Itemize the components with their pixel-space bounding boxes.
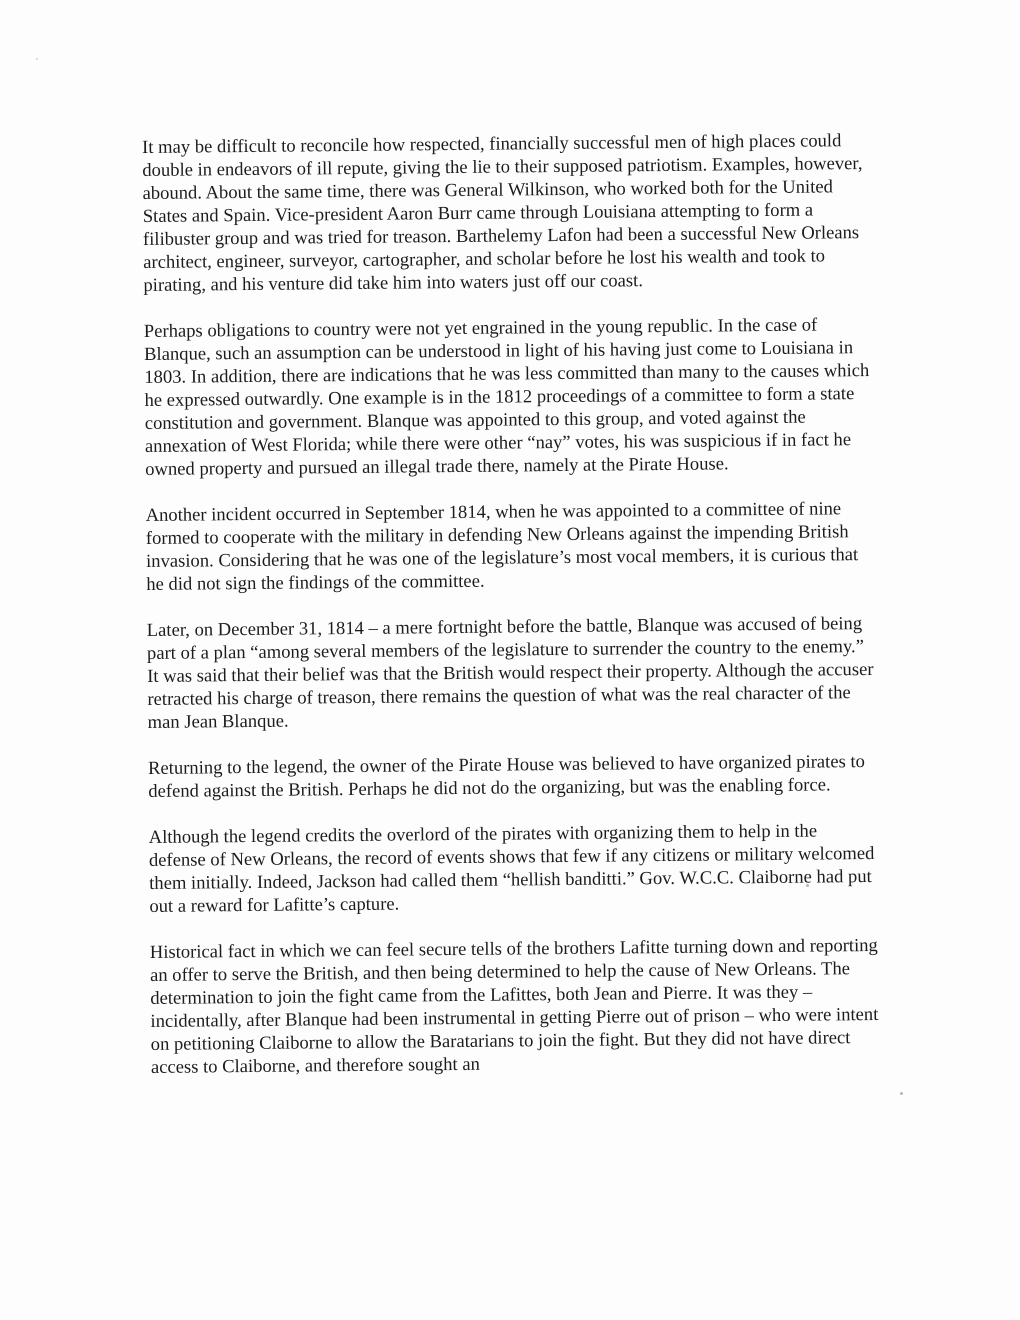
scan-speck: [900, 1092, 903, 1095]
paragraph: Another incident occurred in September 1814, when he was appointed to a committee of nine formed to cooperate with the military in defending New Orleans against the impending British invasion. Considering that he was one of the legislature’s most vocal members, it is curious that he did not sign the findings of the committee.: [145, 498, 859, 595]
paragraph: Although the legend credits the overlord of the pirates with organizing them to help in the defense of New Orleans, the record of events shows that few if any citizens or military welcomed them initially. Indeed, Jackson had called them “hellish banditti.” Gov. W.C.C. Claiborne had put out a reward for Lafitte’s capture.: [148, 820, 875, 917]
body-text: [142, 129, 879, 1102]
scan-speck: [36, 58, 38, 60]
paragraph: Historical fact in which we can feel secure tells of the brothers Lafitte turning down and reporting an offer to serve the British, and then being determined to help the cause of New Orleans. The determination to join the fight came from the Lafittes, both Jean and Pierre. It was they – incidentally, after Blanque had been instrumental in getting Pierre out of prison – who were intent on petitioning Claiborne to allow the Baratarians to join the fight. But they did not have direct access to Claiborne, and therefore sought an: [149, 934, 879, 1078]
paragraph: Perhaps obligations to country were not yet engrained in the young republic. In the case of Blanque, such an assumption can be understood in light of his having just come to Louisiana in 1803. In addition, there are indications that he was less committed than many to the causes which he expressed outwardly. One example is in the 1812 proceedings of a committee to form a state constitution and government. Blanque was appointed to this group, and voted against the annexation of West Florida; while there were other “nay” votes, his was suspicious if in fact he owned property and pursued an illegal trade there, namely at the Pirate House.: [143, 314, 870, 480]
paragraph: Later, on December 31, 1814 – a mere fortnight before the battle, Blanque was accused of being part of a plan “among several members of the legislature to surrender the country to the enemy.” It was said that their belief was that the British would respect their property. Although the accuser retracted his charge of treason, there remains the question of what was the real character of the man Jean Blanque.: [146, 613, 874, 733]
paragraph: Returning to the legend, the owner of the Pirate House was believed to have organized pirates to defend against the British. Perhaps he did not do the organizing, but was the enabling force.: [147, 751, 865, 802]
paragraph: It may be difficult to reconcile how respected, financially successful men of high places could double in endeavors of ill repute, giving the lie to their supposed patriotism. Examples, however, abound. About the same time, there was General Wilkinson, who worked both for the United States and Spain. Vice-president Aaron Burr came through Louisiana attempting to form a filibuster group and was tried for treason. Barthelemy Lafon had been a successful New Orleans architect, engineer, surveyor, cartographer, and scholar before he lost his wealth and took to pirating, and his venture did take him into waters just off our coast.: [142, 130, 863, 296]
